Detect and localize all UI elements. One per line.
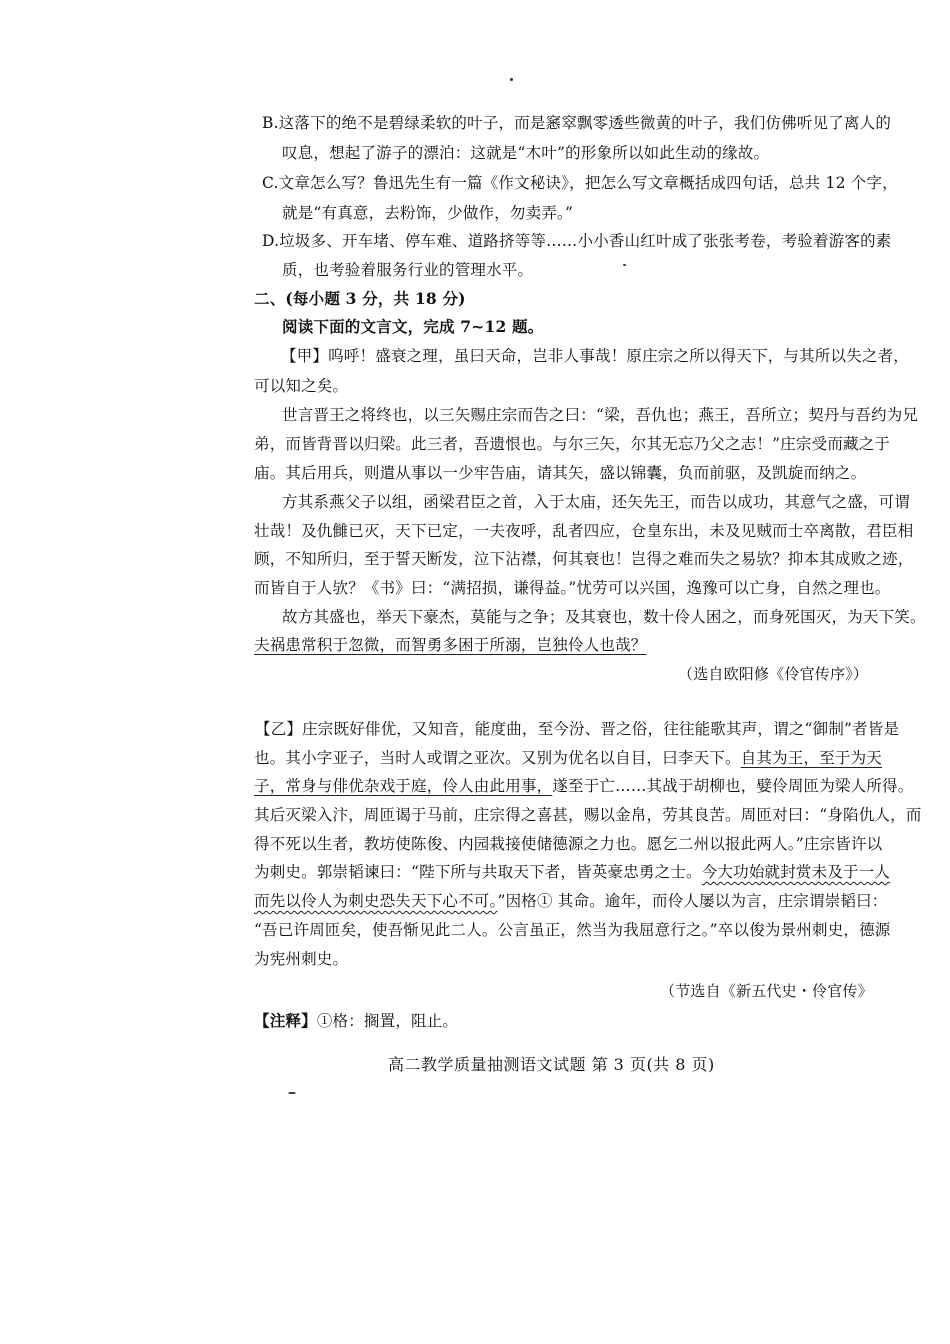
jia-p4-line-1: 故方其盛也，举天下豪杰，莫能与之争；及其衰也，数十伶人困之，而身死国灭，为天下笑。 <box>282 608 926 626</box>
yi-line-6 <box>254 861 890 883</box>
yi-line-2-text: 也。其小字亚子，当时人或谓之亚次。又别为优名以自目，曰李天下。 <box>254 749 741 767</box>
section-instruction: 阅读下面的文言文，完成 7~12 题。 <box>282 317 544 336</box>
jia-p3-line-4: 而皆自于人欤？《书》曰：“满招损，谦得益。”忧劳可以兴国，逸豫可以亡身，自然之理也。 <box>254 579 891 597</box>
yi-line-5: 得不死以生者，教坊使陈俊、内园栽接使储德源之力也。愿乞二州以报此两人。”庄宗皆许以 <box>254 835 883 853</box>
annotation-text: ①格：搁置，阻止。 <box>316 1012 459 1030</box>
yi-underline-part-2: 子，常身与俳优杂戏于庭，伶人由此用事， <box>254 777 553 795</box>
option-b-line-1: B.这落下的绝不是碧绿柔软的叶子，而是窸窣飘零透些微黄的叶子，我们仿佛听见了离人的 <box>262 114 892 132</box>
jia-source: （选自欧阳修《伶官传序》） <box>678 665 869 683</box>
yi-underline-part-1: 自其为王，至于为天 <box>740 749 883 767</box>
yi-line-3 <box>254 775 913 797</box>
yi-line-7 <box>254 890 888 912</box>
jia-p1-line-1: 【甲】呜呼！盛衰之理，虽曰天命，岂非人事哉！原庄宗之所以得天下，与其所以失之者， <box>281 347 910 365</box>
yi-line-8: “吾已许周匝矣，使吾惭见此二人。公言虽正，然当为我屈意行之。”卒以俊为景州刺史，德源 <box>254 921 891 939</box>
option-b-line-2: 叹息，想起了游子的漂泊：这就是“木叶”的形象所以如此生动的缘故。 <box>282 144 770 162</box>
yi-line-7-text: ”因格① 其命。逾年，而伶人屡以为言，庄宗谓崇韬曰： <box>497 892 888 910</box>
section-heading: 二、(每小题 3 分，共 18 分) <box>254 289 466 308</box>
scan-speck <box>623 264 626 266</box>
jia-p4-line-2-underlined <box>254 634 647 656</box>
yi-line-1: 【乙】庄宗既好俳优，又知音，能度曲，至今汾、晋之俗，往往能歌其声，谓之“御制”者皆是 <box>255 720 900 738</box>
option-d-line-1: D.垃圾多、开车堵、停车难、道路挤等等……小小香山红叶成了张张考卷，考验着游客的素 <box>262 232 892 250</box>
option-c-line-1: C.文章怎么写？鲁迅先生有一篇《作文秘诀》，把怎么写文章概括成四句话，总共 12 个字， <box>262 174 898 192</box>
jia-p3-line-2: 壮哉！及仇雠已灭，天下已定，一夫夜呼，乱者四应，仓皇东出，未及见贼而士卒离散，君臣相 <box>254 522 914 540</box>
yi-line-3-text: 遂至于亡……其战于胡柳也，嬖伶周匝为梁人所得。 <box>552 777 914 795</box>
option-d-line-2: 质，也考验着服务行业的管理水平。 <box>282 261 534 279</box>
jia-p2-line-2: 弟，而皆背晋以归梁。此三者，吾遗恨也。与尔三矢，尔其无忘乃父之志！”庄宗受而藏之于 <box>254 435 891 453</box>
jia-p1-line-2: 可以知之矣。 <box>254 377 349 395</box>
annotation <box>254 1010 458 1032</box>
jia-p2-line-3: 庙。其后用兵，则遣从事以一少牢告庙，请其矢，盛以锦囊，负而前驱，及凯旋而纳之。 <box>254 464 867 482</box>
yi-line-6-text: 为刺史。郭崇韬谏曰：“陛下所与共取天下者，皆英豪忠勇之士。 <box>254 863 702 881</box>
yi-line-9: 为宪州刺史。 <box>254 950 349 968</box>
yi-line-4: 其后灭梁入汴，周匝谒于马前，庄宗得之喜甚，赐以金帛，劳其良苦。周匝对曰：“身陷仇人，而 <box>254 806 922 824</box>
jia-p3-line-3: 顾，不知所归，至于誓天断发，泣下沾襟，何其衰也！岂得之难而失之易欤？抑本其成败之迹， <box>254 550 914 568</box>
option-c-line-2: 就是“有真意，去粉饰，少做作，勿卖弄。” <box>282 204 574 222</box>
page-footer: 高二教学质量抽测语文试题 第 3 页(共 8 页) <box>388 1055 715 1074</box>
yi-source: （节选自《新五代史・伶官传》 <box>660 982 873 1000</box>
yi-wavy-part-2: 而先以伶人为刺史恐失天下心不可。 <box>254 892 498 910</box>
scan-speck <box>510 78 513 81</box>
jia-underlined-sentence: 夫祸患常积于忽微，而智勇多困于所溺，岂独伶人也哉？ <box>254 636 647 654</box>
jia-p2-line-1: 世言晋王之将终也，以三矢赐庄宗而告之曰：“梁，吾仇也；燕王，吾所立；契丹与吾约为兄 <box>282 406 919 424</box>
yi-wavy-part-1: 今大功始就封赏未及于一人 <box>701 863 891 881</box>
yi-line-2 <box>254 747 882 769</box>
annotation-label: 【注释】 <box>254 1011 317 1030</box>
scan-speck <box>288 1092 296 1094</box>
jia-p3-line-1: 方其系燕父子以组，函梁君臣之首，入于太庙，还矢先王，而告以成功，其意气之盛，可谓 <box>282 493 911 511</box>
